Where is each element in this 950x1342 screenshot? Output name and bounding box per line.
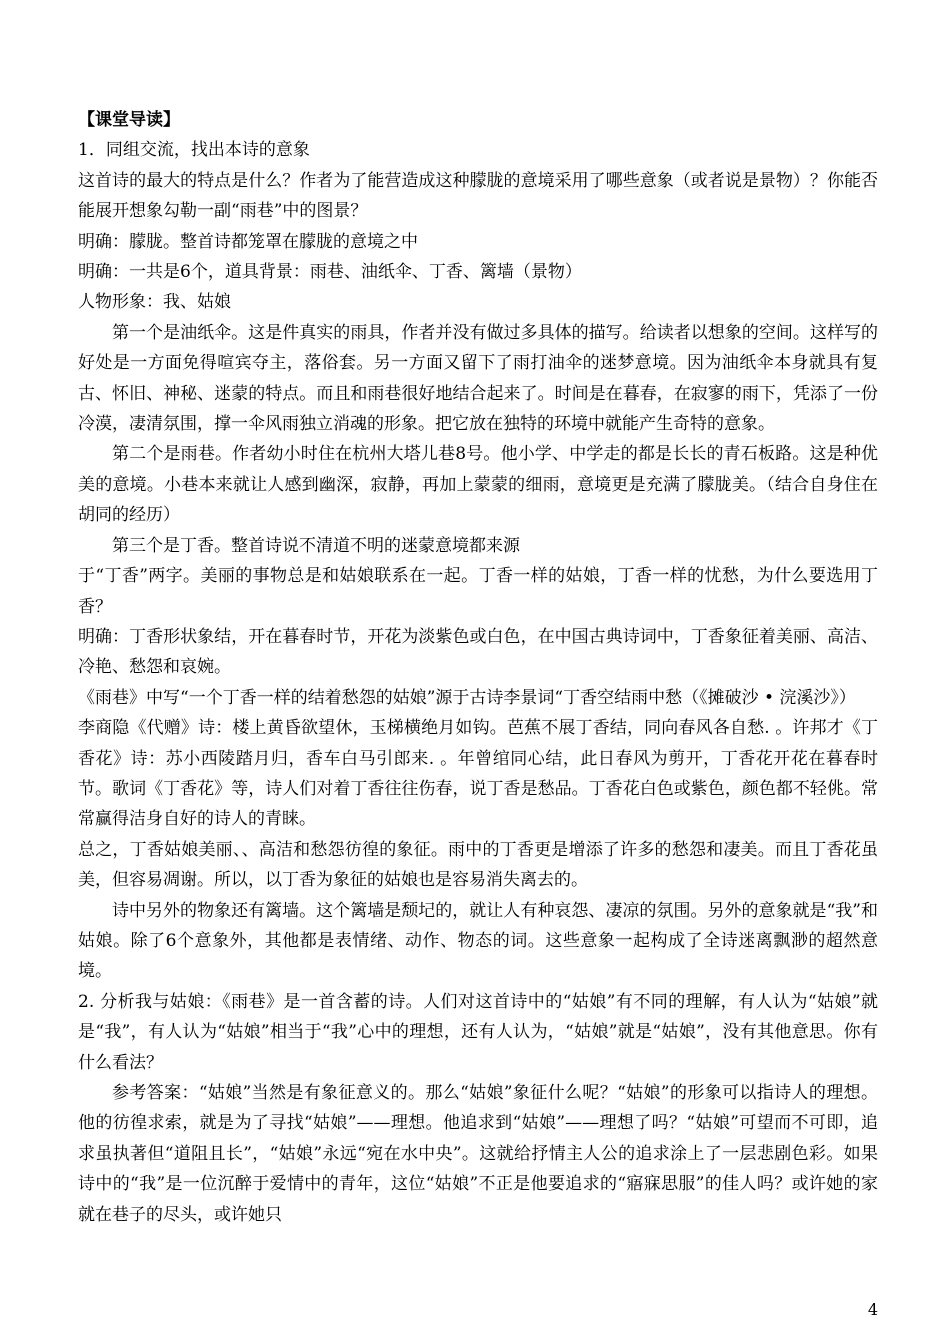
paragraph-14: 诗中另外的物象还有篱墙。这个篱墙是颓圮的，就让人有种哀怨、凄凉的氛围。另外的意象就是“我”和姑娘。除了6个意象外，其他都是表情绪、动作、物态的词。这些意象一起构成了全诗迷离飘渺的超然意境。 bbox=[78, 900, 878, 982]
paragraph-12: 李商隐《代赠》诗：楼上黄昏欲望休，玉梯横绝月如钩。芭蕉不展丁香结，同向春风各自愁. 。许邦才《丁香花》诗：苏小西陵踏月归，香车白马引郎来. 。年曾绾同心结，此日春风为剪开，丁香花开花在暮春时节。歌词《丁香花》等，诗人们对着丁香往往伤春，说丁香是愁品。丁香花白色或紫色，颜色都不轻佻。常常赢得洁身自好的诗人的青睐。 bbox=[78, 718, 878, 830]
paragraph-10: 明确：丁香形状象结，开在暮春时节，开花为淡紫色或白色，在中国古典诗词中，丁香象征着美丽、高洁、冷艳、愁怨和哀婉。 bbox=[78, 626, 878, 678]
paragraph-6: 第一个是油纸伞。这是件真实的雨具，作者并没有做过多具体的描写。给读者以想象的空间。这样写的好处是一方面免得喧宾夺主，落俗套。另一方面又留下了雨打油伞的迷梦意境。因为油纸伞本身就具有复古、怀旧、神秘、迷蒙的特点。而且和雨巷很好地结合起来了。时间是在暮春，在寂寥的雨下，凭添了一份冷漠，凄清氛围，撑一伞风雨独立消魂的形象。把它放在独特的环境中就能产生奇特的意象。 bbox=[78, 322, 878, 435]
paragraph-4: 明确：一共是6个，道具背景：雨巷、油纸伞、丁香、篱墙（景物） bbox=[78, 262, 582, 283]
document-body bbox=[78, 105, 878, 1230]
paragraph-3: 明确：朦胧。整首诗都笼罩在朦胧的意境之中 bbox=[78, 231, 418, 252]
paragraph-2: 这首诗的最大的特点是什么？作者为了能营造成这种朦胧的意境采用了哪些意象（或者说是景物）？你能否能展开想象勾勒一副“雨巷”中的图景？ bbox=[78, 170, 878, 222]
paragraph-9: 于“丁香”两字。美丽的事物总是和姑娘联系在一起。丁香一样的姑娘，丁香一样的忧愁，为什么要选用丁香？ bbox=[78, 566, 878, 617]
paragraph-1: 1．同组交流，找出本诗的意象 bbox=[78, 140, 310, 161]
paragraph-16: 参考答案：“姑娘”当然是有象征意义的。那么“姑娘”象征什么呢？“姑娘”的形象可以指诗人的理想。他的彷徨求索，就是为了寻找“姑娘”——理想。他追求到“姑娘”——理想了吗？“姑娘”可望而不可即，追求虽执著但“道阻且长”，“姑娘”永远“宛在水中央”。这就给抒情主人公的追求涂上了一层悲剧色彩。如果诗中的“我”是一位沉醉于爱情中的青年，这位“姑娘”不正是他要追求的“寤寐思服”的佳人吗？或许她的家就在巷子的尽头，或许她只 bbox=[78, 1083, 878, 1225]
paragraph-15: 2. 分析我与姑娘：《雨巷》是一首含蓄的诗。人们对这首诗中的“姑娘”有不同的理解，有人认为“姑娘”就是“我”，有人认为“姑娘”相当于“我”心中的理想，还有人认为，“姑娘”就是“姑娘”，没有其他意思。你有什么看法？ bbox=[78, 991, 878, 1073]
page-number: 4 bbox=[867, 1300, 878, 1319]
paragraph-11: 《雨巷》中写“一个丁香一样的结着愁怨的姑娘”源于古诗李景词“丁香空结雨中愁（《摊破沙 • 浣溪沙》） bbox=[78, 687, 856, 708]
paragraph-13: 总之，丁香姑娘美丽、、高洁和愁怨彷徨的象征。雨中的丁香更是增添了许多的愁怨和凄美。而且丁香花虽美，但容易凋谢。所以，以丁香为象征的姑娘也是容易消失离去的。 bbox=[78, 839, 878, 891]
paragraph-7: 第二个是雨巷。作者幼小时住在杭州大塔儿巷8号。他小学、中学走的都是长长的青石板路。这是种优美的意境。小巷本来就让人感到幽深，寂静，再加上蒙蒙的细雨，意境更是充满了朦胧美。（结合自身住在胡同的经历） bbox=[78, 444, 878, 526]
paragraph-8: 第三个是丁香。整首诗说不清道不明的迷蒙意境都来源 bbox=[112, 535, 520, 556]
section-title: 【课堂导读】 bbox=[78, 110, 180, 130]
paragraph-5: 人物形象：我、姑娘 bbox=[78, 292, 231, 313]
